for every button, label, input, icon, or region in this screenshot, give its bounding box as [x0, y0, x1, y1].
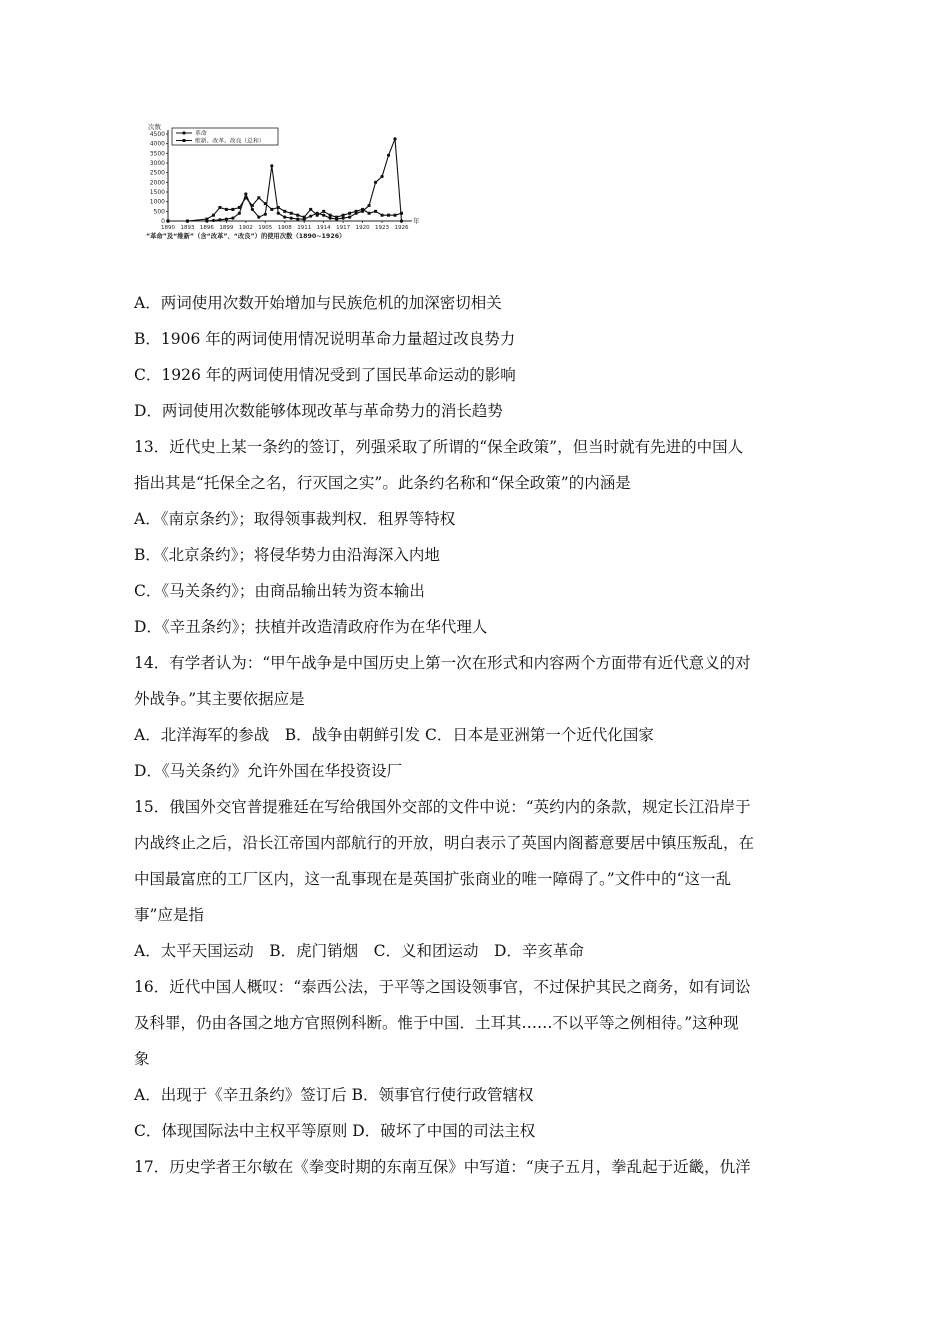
text-line: A．《南京条约》；取得领事裁判权．租界等特权 — [134, 510, 456, 528]
text-line: 16．近代中国人概叹：“泰西公法，于平等之国设领事官，不过保护其民之商务，如有词讼 — [134, 978, 751, 996]
data-point — [381, 214, 384, 217]
text-line: D．《辛丑条约》；扶植并改造清政府作为在华代理人 — [134, 618, 488, 636]
data-point — [393, 137, 396, 140]
text-line: A．两词使用次数开始增加与民族危机的加深密切相关 — [134, 294, 502, 312]
data-point — [244, 196, 247, 199]
data-point — [257, 216, 260, 219]
data-point — [218, 218, 221, 221]
text-line: A．太平天国运动 B．虎门销烟 C．义和团运动 D．辛亥革命 — [134, 942, 584, 960]
text-line: 内战终止之后，沿长江帝国内部航行的开放，明白表示了英国内阁蓄意要居中镇压叛乱，在 — [134, 834, 755, 852]
series-line-revolution — [168, 139, 402, 221]
data-point — [394, 214, 397, 217]
text-line: D．两词使用次数能够体现改革与革命势力的消长趋势 — [134, 402, 503, 420]
data-point — [322, 214, 325, 217]
question-text — [134, 285, 824, 1185]
y-tick-label: 2000 — [149, 179, 165, 187]
data-point — [296, 217, 299, 220]
text-line: 15．俄国外交官普提雅廷在写给俄国外交部的文件中说：“英约内的条款，规定长江沿岸于 — [134, 798, 751, 816]
x-tick-label: 1896 — [199, 225, 214, 231]
data-point — [277, 212, 280, 215]
data-point — [238, 206, 241, 209]
text-line: 中国最富庶的工厂区内，这一乱事现在是英国扩张商业的唯一障碍了。”文件中的“这一乱 — [134, 870, 732, 888]
data-point — [218, 206, 221, 209]
text-line: B．《北京条约》；将侵华势力由沿海深入内地 — [134, 546, 440, 564]
data-point — [225, 208, 228, 211]
text-line: C．体现国际法中主权平等原则 D．破坏了中国的司法主权 — [134, 1122, 536, 1140]
data-point — [283, 210, 286, 213]
chart-caption: “革命”及“维新”（含“改革”、“改良”）的使用次数（1890~1926） — [146, 233, 346, 240]
data-point — [309, 215, 312, 218]
y-tick-label: 3500 — [149, 150, 165, 158]
y-tick-label: 500 — [153, 208, 165, 216]
data-point — [212, 219, 215, 222]
data-point — [335, 216, 338, 219]
x-tick-label: 1911 — [297, 225, 312, 231]
y-axis-label: 次数 — [148, 123, 161, 131]
data-point — [277, 206, 280, 209]
data-point — [348, 212, 351, 215]
data-point — [367, 204, 370, 207]
data-point — [342, 214, 345, 217]
data-point — [231, 217, 234, 220]
y-tick-label: 1000 — [149, 198, 165, 206]
data-point — [264, 202, 267, 205]
data-point — [296, 214, 299, 217]
data-point — [283, 216, 286, 219]
x-tick-label: 1893 — [180, 225, 195, 231]
data-point — [251, 204, 254, 207]
y-tick-label: 2500 — [149, 169, 165, 177]
text-line: C．1926 年的两词使用情况受到了国民革命运动的影响 — [134, 366, 516, 384]
data-point — [186, 220, 189, 223]
data-point — [387, 214, 390, 217]
data-point — [264, 213, 267, 216]
text-line: 事”应是指 — [134, 906, 204, 924]
data-point — [342, 217, 345, 220]
y-tick-label: 4000 — [149, 140, 165, 148]
data-point — [270, 208, 273, 211]
data-point — [257, 196, 260, 199]
text-line: 指出其是“托保全之名，行灭国之实”。此条约名称和“保全政策”的内涵是 — [134, 474, 631, 492]
text-line: 13．近代史上某一条约的签订，列强采取了所谓的“保全政策”，但当时就有先进的中国人 — [134, 438, 744, 456]
data-point — [225, 217, 228, 220]
data-point — [244, 192, 247, 195]
text-line: 外战争。”其主要依据应是 — [134, 690, 305, 708]
text-line: C．《马关条约》；由商品输出转为资本输出 — [134, 582, 425, 600]
data-point — [329, 214, 332, 217]
x-tick-label: 1902 — [238, 225, 253, 231]
data-point — [380, 175, 383, 178]
data-point — [238, 212, 241, 215]
text-line: 17．历史学者王尔敏在《拳变时期的东南互保》中写道：“庚子五月，拳乱起于近畿，仇洋 — [134, 1158, 751, 1176]
data-point — [368, 212, 371, 215]
data-point — [322, 210, 325, 213]
y-tick-label: 1500 — [149, 189, 165, 196]
data-point — [316, 214, 319, 217]
data-point — [400, 219, 403, 222]
data-point — [167, 220, 170, 223]
text-line: 象 — [134, 1050, 150, 1068]
x-tick-label: 1926 — [394, 225, 409, 231]
text-line: B．1906 年的两词使用情况说明革命力量超过改良势力 — [134, 330, 516, 348]
data-point — [361, 208, 364, 211]
line-chart — [140, 120, 430, 245]
y-tick-label: 4500 — [149, 131, 165, 138]
text-line: A．出现于《辛丑条约》签订后 B．领事官行使行政管辖权 — [134, 1086, 534, 1104]
data-point — [400, 212, 403, 215]
data-point — [251, 208, 254, 211]
x-tick-label: 1917 — [336, 225, 351, 231]
y-tick-label: 3000 — [149, 160, 165, 167]
data-point — [355, 210, 358, 213]
data-point — [270, 164, 273, 167]
text-line: A．北洋海军的参战 B．战争由朝鲜引发 C．日本是亚洲第一个近代化国家 — [134, 726, 654, 744]
x-tick-label: 1899 — [219, 225, 234, 231]
x-tick-label: 1914 — [316, 225, 331, 231]
data-point — [374, 181, 377, 184]
legend-label: 革命 — [195, 131, 207, 137]
text-line: D．《马关条约》允许外国在华投资设厂 — [134, 762, 403, 780]
chart-svg — [140, 120, 430, 245]
x-tick-label: 1890 — [161, 225, 175, 231]
x-tick-label: 1905 — [258, 225, 273, 231]
data-point — [290, 212, 293, 215]
data-point — [303, 216, 306, 219]
data-point — [290, 217, 293, 220]
data-point — [348, 216, 351, 219]
legend-label: 维新、改革、改良（总和） — [195, 138, 265, 145]
x-axis-label: 年 — [413, 217, 420, 225]
data-point — [309, 208, 312, 211]
x-tick-label: 1908 — [277, 225, 292, 231]
data-point — [329, 217, 332, 220]
data-point — [231, 208, 234, 211]
data-point — [205, 218, 208, 221]
legend-marker — [182, 131, 185, 134]
x-tick-label: 1920 — [355, 225, 370, 231]
data-point — [387, 154, 390, 157]
data-point — [212, 214, 215, 217]
text-line: 及科罪，仍由各国之地方官照例科断。惟于中国．土耳其……不以平等之例相待。”这种现 — [134, 1014, 739, 1032]
y-tick-label: 0 — [161, 218, 165, 225]
text-line: 14．有学者认为：“甲午战争是中国历史上第一次在形式和内容两个方面带有近代意义的对 — [134, 654, 751, 672]
x-tick-label: 1923 — [375, 225, 390, 231]
data-point — [374, 210, 377, 213]
legend-marker — [183, 139, 186, 142]
